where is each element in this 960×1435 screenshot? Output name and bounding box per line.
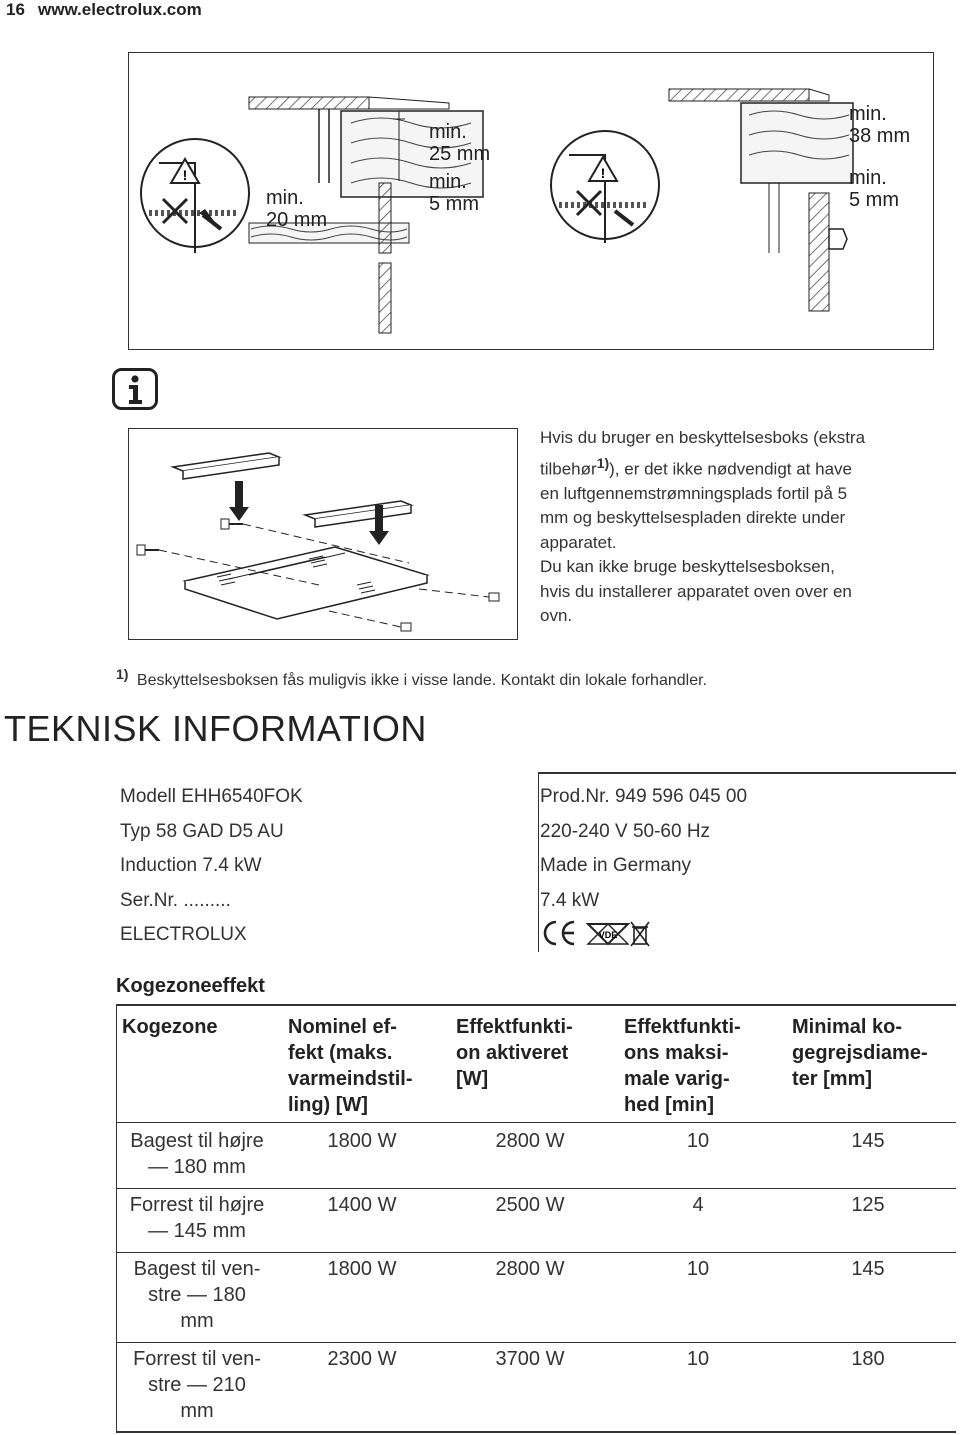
tech-left-column <box>120 780 303 953</box>
footnote-text: Beskyttelsesboksen fås muligvis ikke i visse lande. Kontakt din lokale forhandler. <box>136 672 707 690</box>
clearance-figure <box>128 52 934 350</box>
mid-top-dim-label: 25 mm <box>429 143 491 165</box>
mid-bottom-min-label: min. <box>429 171 467 193</box>
kogezone-heading: Kogezoneeffekt <box>116 975 265 997</box>
spec-induction: Induction 7.4 kW <box>120 855 262 876</box>
row-rule-2 <box>116 1252 956 1253</box>
svg-text:VDE: VDE <box>598 930 618 940</box>
table-top-rule <box>116 1004 956 1006</box>
footnote-ref-inline[interactable]: 1) <box>596 454 610 471</box>
table-row-3-nominal: 1800 W <box>327 1258 397 1280</box>
tech-right-column <box>540 780 747 918</box>
spec-brand: ELECTROLUX <box>120 924 247 945</box>
section-title-technical: TEKNISK INFORMATION <box>4 708 427 749</box>
table-row-4-diameter: 180 <box>851 1348 885 1370</box>
para-line-5: apparatet. <box>540 532 617 552</box>
para-line-2b: ), er det ikke nødvendigt at have <box>609 459 852 479</box>
right-top-min-label: min. <box>849 103 887 125</box>
table-row-1-zone: Bagest til højre — 180 mm <box>130 1130 264 1178</box>
info-paragraph <box>540 426 950 629</box>
para-line-6: Du kan ikke bruge beskyttelsesboksen, <box>540 557 835 577</box>
spec-power: 7.4 kW <box>540 889 600 911</box>
spec-prod-nr: Prod.Nr. 949 596 045 00 <box>540 786 748 807</box>
col-header-boost: Effektfunkti- on aktiveret [W] <box>456 1016 573 1090</box>
para-line-3: en luftgennemstrømningsplads fortil på 5 <box>540 483 848 503</box>
row-rule-3 <box>116 1342 956 1343</box>
clearance-drawing <box>129 53 933 349</box>
table-row-1-diameter: 145 <box>851 1130 885 1152</box>
col-header-duration: Effektfunkti- ons maksi- male varig- hed [min] <box>624 1016 741 1116</box>
table-row-4-nominal: 2300 W <box>327 1348 397 1370</box>
table-bottom-rule <box>116 1431 956 1433</box>
left-dim-label: 20 mm <box>266 209 328 231</box>
table-row-2-boost: 2500 W <box>495 1194 565 1216</box>
protection-box-figure <box>128 428 518 640</box>
table-row-3-zone: Bagest til ven- stre — 180 mm <box>133 1258 261 1332</box>
spec-model: Modell EHH6540FOK <box>120 786 303 807</box>
row-rule-1 <box>116 1188 956 1189</box>
table-row-1-duration: 10 <box>686 1130 710 1152</box>
page-number: 16 <box>6 0 25 19</box>
mid-top-min-label: min. <box>429 121 467 143</box>
para-line-2 <box>540 451 950 482</box>
mid-bottom-dim-label: 5 mm <box>429 193 479 215</box>
col-header-diameter: Minimal ko- gegrejsdiame- ter [mm] <box>792 1016 928 1090</box>
para-line-2a: tilbehør <box>540 459 597 479</box>
ce-mark-icon <box>545 922 574 944</box>
certification-marks <box>540 916 650 950</box>
tech-divider <box>538 772 539 952</box>
table-row-2-diameter: 125 <box>851 1194 885 1216</box>
left-min-label: min. <box>266 187 304 209</box>
protection-box-drawing <box>129 429 517 639</box>
svg-text:!: ! <box>182 167 188 183</box>
spec-type: Typ 58 GAD D5 AU <box>120 820 284 842</box>
table-row-3-duration: 10 <box>686 1258 710 1280</box>
info-icon <box>112 368 158 410</box>
weee-bin-icon <box>631 922 649 946</box>
table-row-1-boost: 2800 W <box>495 1130 565 1152</box>
table-row-2-duration: 4 <box>692 1194 704 1216</box>
right-bottom-min-label: min. <box>849 167 887 189</box>
svg-text:!: ! <box>600 165 606 181</box>
spec-voltage: 220-240 V 50-60 Hz <box>540 820 711 842</box>
right-top-dim-label: 38 mm <box>849 125 911 147</box>
col-header-nominal: Nominel ef- fekt (maks. varmeindstil- ling) [W] <box>288 1016 413 1116</box>
spec-origin: Made in Germany <box>540 855 692 876</box>
para-line-1: Hvis du bruger en beskyttelsesboks (ekstra <box>540 428 866 447</box>
tech-top-rule <box>538 772 956 774</box>
footnote-ref: 1) <box>116 666 129 682</box>
footnote <box>116 666 707 690</box>
para-line-4: mm og beskyttelsespladen direkte under <box>540 508 846 528</box>
spec-serial: Ser.Nr. ......... <box>120 889 231 911</box>
table-row-2-nominal: 1400 W <box>327 1194 397 1216</box>
table-row-3-boost: 2800 W <box>495 1258 565 1280</box>
header-url[interactable]: www.electrolux.com <box>38 0 202 19</box>
table-row-4-boost: 3700 W <box>495 1348 565 1370</box>
header-bottom-rule <box>116 1122 956 1123</box>
table-row-4-zone: Forrest til ven- stre — 210 mm <box>133 1348 261 1422</box>
para-line-7: hvis du installerer apparatet oven over en <box>540 581 852 601</box>
right-bottom-dim-label: 5 mm <box>849 189 899 211</box>
para-line-8: ovn. <box>540 606 573 626</box>
table-row-4-duration: 10 <box>686 1348 710 1370</box>
table-row-3-diameter: 145 <box>851 1258 885 1280</box>
table-row-1-nominal: 1800 W <box>327 1130 397 1152</box>
vde-mark-icon <box>588 924 628 944</box>
col-header-zone: Kogezone <box>122 1016 218 1038</box>
table-row-2-zone: Forrest til højre — 145 mm <box>129 1194 265 1242</box>
